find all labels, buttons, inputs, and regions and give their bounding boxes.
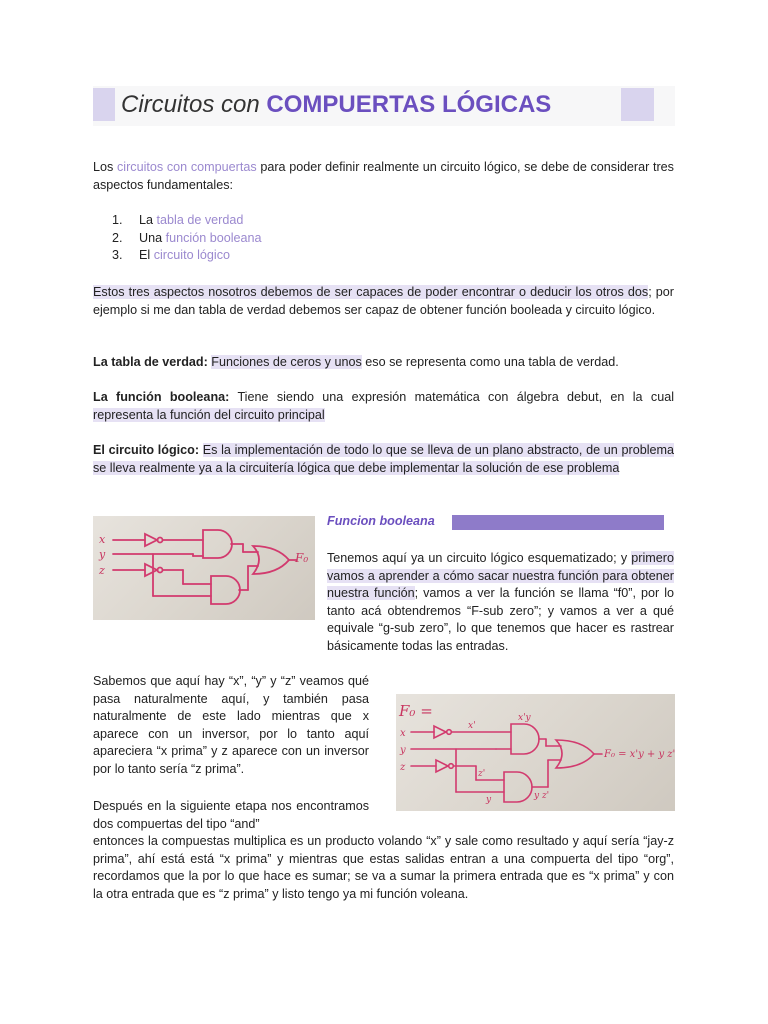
aspects-list [112, 212, 262, 265]
definition-label: La función booleana: [93, 390, 230, 404]
circuit-drawing-2 [396, 694, 675, 811]
paragraph-despues-start: Después en la siguiente etapa nos encontramos dos compuertas del tipo “and” [93, 799, 369, 831]
fig2-label-xy: x'y [518, 713, 531, 723]
list-item-prefix: La [139, 213, 157, 227]
fig2-label-xprime: x' [468, 721, 476, 731]
paragraph-tenemos [327, 550, 674, 655]
list-item-prefix: El [139, 248, 154, 262]
intro-paragraph [93, 159, 674, 194]
title-part-bold: COMPUERTAS LÓGICAS [266, 91, 552, 118]
aspects-text: ; por ejemplo si me dan tabla de verdad debemos ser capaz de obtener función booleada y circuito lógico. [93, 285, 674, 317]
fig2-label-yz: y z' [534, 791, 550, 801]
heading-accent-bar [452, 515, 664, 530]
list-item [112, 212, 262, 230]
list-number: 1. [112, 213, 123, 227]
definition-text: eso se representa como una tabla de verdad. [361, 355, 619, 369]
title-accent-right [621, 88, 654, 121]
definition-highlight: Es la implementación de todo lo que se lleva de un plano abstracto, de un problema se lleva realmente ya a la circuitería lógica que debe implementar la solución de ese problema [93, 443, 674, 475]
fig2-output-expression: F₀ = x'y + y z' [604, 749, 675, 760]
paragraph-despues-continued: entonces la compuestas multiplica es un producto volando “x” y sale como resultado y aquí sería “jay-z prima”, ahí está está “x prima” y mientras que estas salidas entran a una compuerta del tipo “org”, recordamos que la por lo que hace es sumar; se va a sumar la primera entrada que es “x prima” y con la otra entrada que es “z prima” y listo tengo ya mi función voleana. [93, 834, 674, 901]
fig1-label-x: x [99, 533, 106, 546]
list-number: 3. [112, 248, 123, 262]
aspects-paragraph [93, 284, 674, 319]
intro-text-1: Los [93, 160, 117, 174]
fig2-header: F₀ = [399, 702, 433, 720]
definition-circuito [93, 442, 674, 477]
title-part-italic: Circuitos con [121, 91, 260, 118]
aspects-highlight: Estos tres aspectos nosotros debemos de ser capaces de poder encontrar o deducir los otros dos [93, 285, 649, 299]
intro-text-2: para poder definir realmente un circuito lógico, se debe de considerar tres aspectos fundamentales: [93, 160, 674, 192]
definition-funcion [93, 389, 674, 424]
paragraph-text-1: Tenemos aquí ya un circuito lógico esquematizado; y [327, 551, 632, 565]
list-item [112, 247, 262, 265]
title-accent-left [93, 88, 115, 121]
title-banner [93, 86, 675, 126]
paragraph-sabemos: Sabemos que aquí hay “x”, “y” y “z” veamos qué pasa naturalmente aquí, y también pasa naturalmente de este lado mientras que x aparece con un inversor, por lo tanto aquí apareciera “x prima” y z aparece con un inversor por lo tanto sería “z prima”. [93, 674, 369, 776]
fig2-label-z: z [400, 762, 406, 773]
definition-label: El circuito lógico: [93, 443, 200, 457]
link-funcion-booleana[interactable]: función booleana [165, 230, 262, 245]
fig1-label-y: y [99, 548, 106, 561]
fig2-label-zprime: z' [478, 769, 486, 779]
definition-highlight: Funciones de ceros y unos [211, 355, 362, 369]
definition-tabla [93, 354, 674, 372]
circuit-photo-2 [396, 694, 675, 811]
section-heading: Funcion booleana [327, 514, 435, 528]
list-number: 2. [112, 230, 123, 245]
page-title [121, 86, 551, 124]
list-item-prefix: Una [139, 230, 166, 245]
fig2-label-y2: y [486, 795, 492, 805]
link-circuitos-compuertas[interactable]: circuitos con compuertas [117, 160, 257, 174]
definition-text: Tiene siendo una expresión matemática con álgebra debut, en la cual [229, 390, 675, 404]
circuit-drawing-1 [93, 516, 315, 620]
definition-label: La tabla de verdad: [93, 355, 208, 369]
fig1-label-z: z [99, 564, 105, 577]
paragraph-highlight: primero vamos a aprender a cómo sacar nuestra función para obtener nuestra función [327, 551, 674, 600]
paragraph-text-2: ; vamos a ver la función se llama “f0”, por lo tanto acá obtendremos “F-sub zero”; y vamos a ver a qué equivale “g-sub zero”, lo que tenemos que hacer es rastrear básicamente todas las entradas. [327, 586, 674, 653]
fig2-label-x: x [400, 728, 406, 739]
link-tabla-verdad[interactable]: tabla de verdad [156, 213, 244, 227]
link-circuito-logico[interactable]: circuito lógico [153, 248, 230, 262]
list-item [112, 230, 262, 248]
fig2-label-y: y [400, 745, 406, 756]
circuit-photo-1 [93, 516, 315, 620]
definition-highlight: representa la función del circuito principal [93, 407, 325, 422]
fig1-label-output: F₀ [295, 551, 309, 565]
